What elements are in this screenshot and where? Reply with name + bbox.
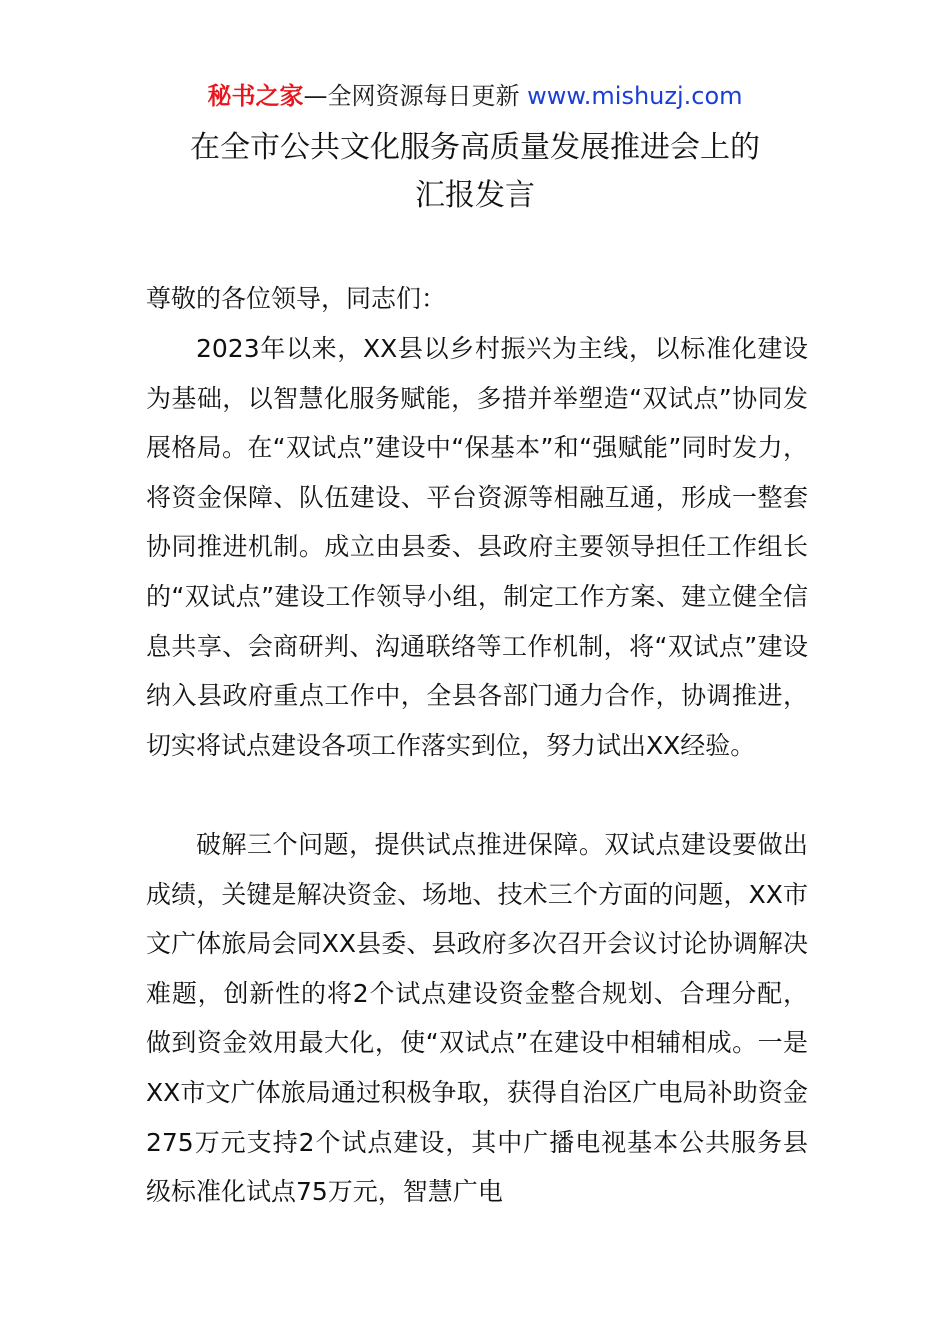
- site-header: [0, 78, 950, 114]
- paragraph-1: [146, 324, 808, 770]
- salutation: 尊敬的各位领导，同志们：: [146, 284, 447, 313]
- document-title-line-1: 在全市公共文化服务高质量发展推进会上的: [190, 130, 760, 165]
- site-tagline: —全网资源每日更新: [303, 82, 528, 110]
- document-title-line-2: 汇报发言: [415, 178, 535, 213]
- site-url-link[interactable]: www.mishuzj.com: [527, 82, 743, 110]
- paragraph-2: [146, 820, 808, 1217]
- site-brand: 秘书之家: [207, 82, 304, 110]
- paragraph-1-text: 2023年以来，XX县以乡村振兴为主线，以标准化建设为基础，以智慧化服务赋能，多措并举塑造“双试点”协同发展格局。在“双试点”建设中“保基本”和“强赋能”同时发力，将资金保障、队伍建设、平台资源等相融互通，形成一整套协同推进机制。成立由县委、县政府主要领导担任工作组长的“双试点”建设工作领导小组，制定工作方案、建立健全信息共享、会商研判、沟通联络等工作机制，将“双试点”建设纳入县政府重点工作中，全县各部门通力合作，协调推进，切实将试点建设各项工作落实到位，努力试出XX经验。: [146, 334, 808, 760]
- paragraph-2-text: 破解三个问题，提供试点推进保障。双试点建设要做出成绩，关键是解决资金、场地、技术三个方面的问题，XX市文广体旅局会同XX县委、县政府多次召开会议讨论协调解决难题，创新性的将2个试点建设资金整合规划、合理分配，做到资金效用最大化，使“双试点”在建设中相辅相成。一是XX市文广体旅局通过积极争取，获得自治区广电局补助资金275万元支持2个试点建设，其中广播电视基本公共服务县级标准化试点75万元，智慧广电: [146, 830, 808, 1207]
